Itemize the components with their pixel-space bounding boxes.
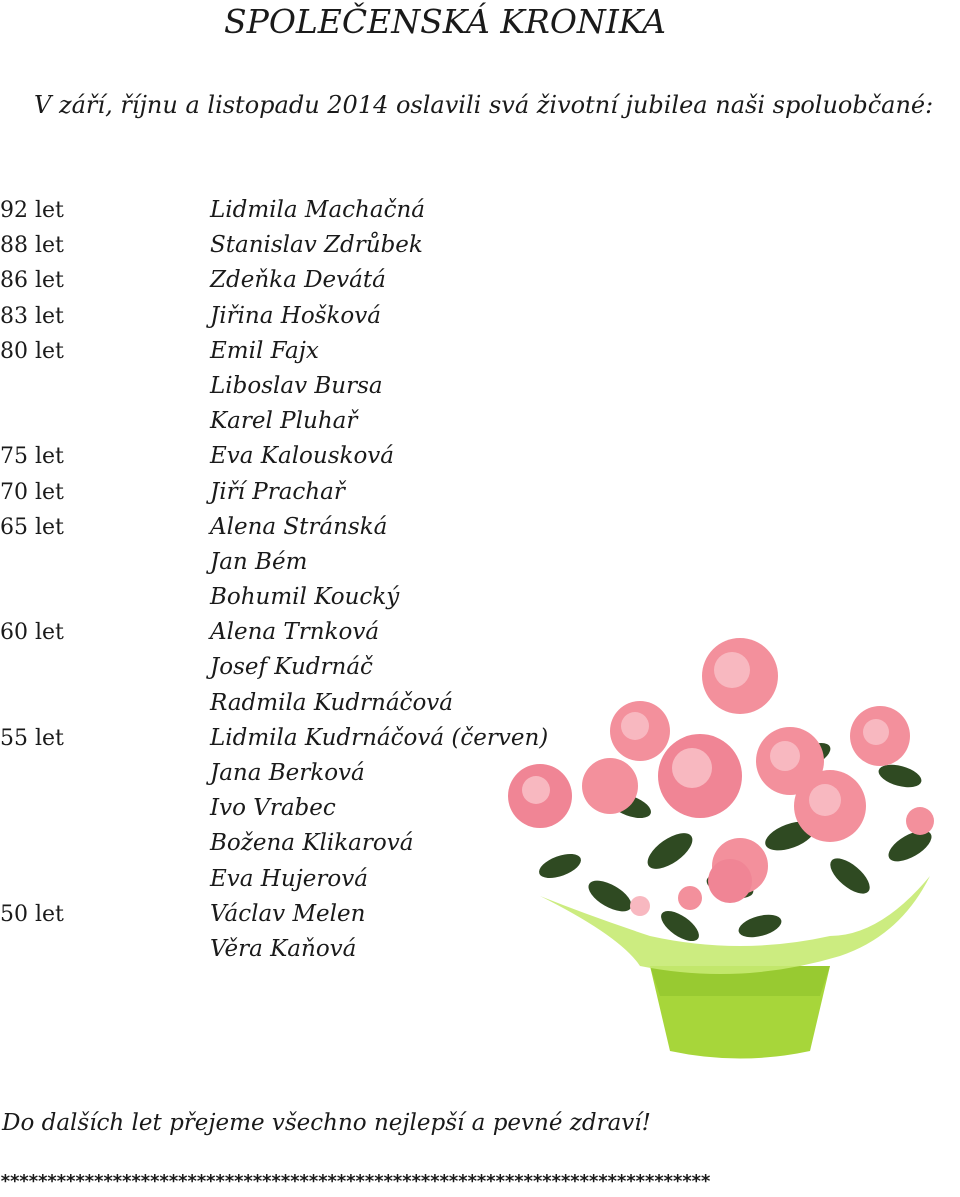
page-title: SPOLEČENSKÁ KRONIKA <box>224 2 666 41</box>
azalea-blossoms <box>508 638 934 916</box>
person-name: Bohumil Koucký <box>210 584 400 611</box>
jubilee-row: 60 let Alena Trnková <box>0 615 600 650</box>
person-name: Eva Kalousková <box>210 443 395 470</box>
person-name: Alena Stránská <box>210 513 388 540</box>
person-name: Radmila Kudrnáčová <box>210 689 453 716</box>
jubilee-row: 88 let Stanislav Zdrůbek <box>0 228 600 263</box>
person-name: Emil Fajx <box>210 337 319 364</box>
jubilee-row: 92 let Lidmila Machačná <box>0 193 600 228</box>
jubilee-row <box>0 404 600 439</box>
jubilee-row <box>0 545 600 580</box>
person-name: Jiří Prachař <box>210 478 345 505</box>
jubilee-row: 65 let Alena Stránská <box>0 510 600 545</box>
flower-pot-image <box>500 636 960 1076</box>
person-name: Lidmila Kudrnáčová (červen) <box>210 724 549 751</box>
person-name: Alena Trnková <box>210 619 380 646</box>
jubilee-row <box>0 580 600 615</box>
person-name: Zdeňka Devátá <box>210 267 386 294</box>
person-name: Jiřina Hošková <box>210 302 381 329</box>
jubilee-row: 80 let Emil Fajx <box>0 334 600 369</box>
closing-wish: Do dalších let přejeme všechno nejlepší a pevné zdraví! <box>2 1110 651 1136</box>
person-name: Eva Hujerová <box>210 865 368 892</box>
intro-text: V září, říjnu a listopadu 2014 oslavili svá životní jubilea naši spoluobčané: <box>34 91 934 119</box>
jubilee-row: 86 let Zdeňka Devátá <box>0 263 600 298</box>
jubilee-row: 70 let Jiří Prachař <box>0 475 600 510</box>
jubilee-row: 50 let Václav Melen <box>0 897 600 932</box>
person-name: Ivo Vrabec <box>210 795 336 822</box>
person-name: Stanislav Zdrůbek <box>210 232 423 259</box>
person-name: Jan Bém <box>210 548 308 575</box>
person-name: Jana Berková <box>210 760 365 786</box>
person-name: Václav Melen <box>210 900 366 927</box>
person-name: Věra Kaňová <box>210 935 357 962</box>
separator-line: **************************************************************************** <box>0 1171 710 1192</box>
jubilee-row: 75 let Eva Kalousková <box>0 439 600 474</box>
jubilee-row: 55 let Lidmila Kudrnáčová (červen) <box>0 721 600 756</box>
person-name: Božena Klikarová <box>210 830 414 857</box>
person-name: Josef Kudrnáč <box>210 654 373 681</box>
jubilee-row: 83 let Jiřina Hošková <box>0 299 600 334</box>
jubilee-row <box>0 369 600 404</box>
person-name: Liboslav Bursa <box>210 372 383 399</box>
person-name: Karel Pluhař <box>210 408 358 435</box>
person-name: Lidmila Machačná <box>210 197 425 223</box>
